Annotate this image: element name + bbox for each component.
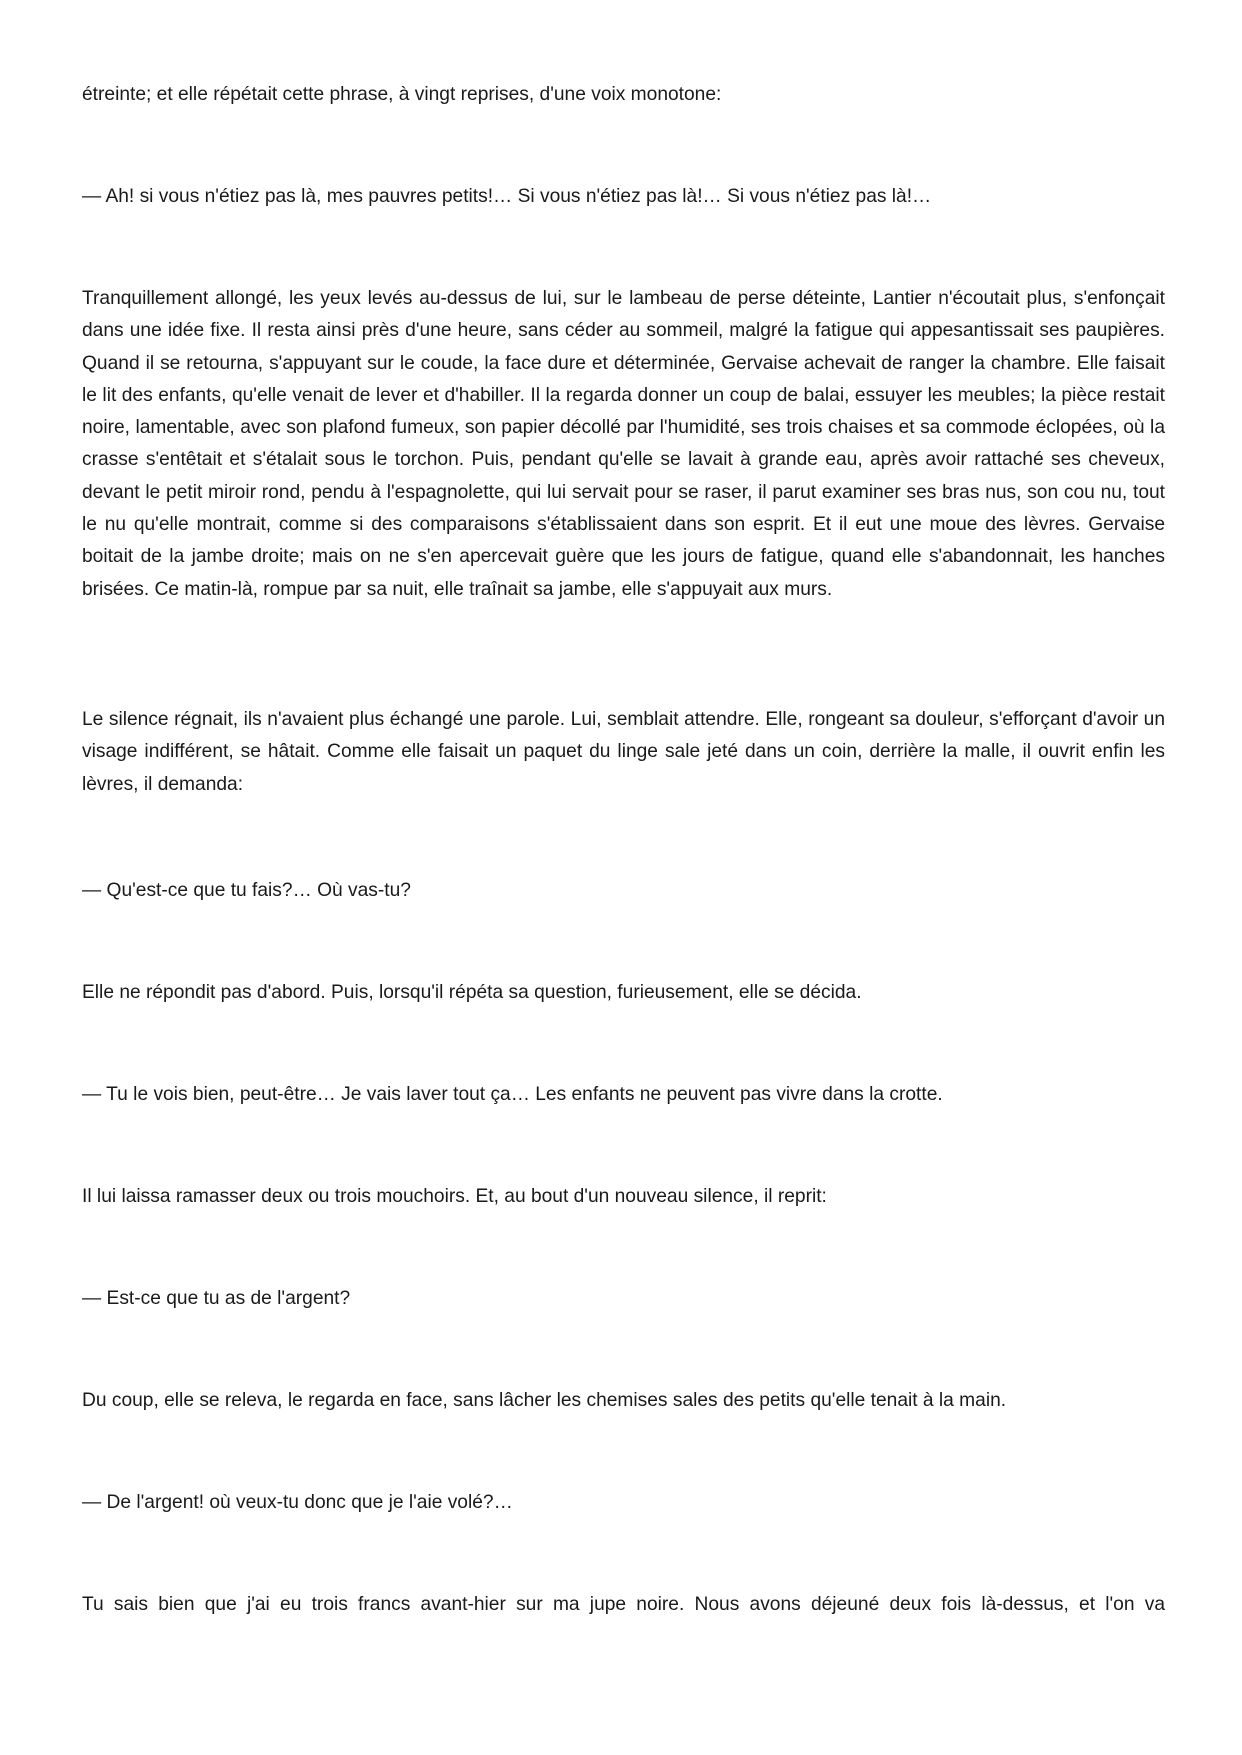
paragraph-9: — Est-ce que tu as de l'argent? bbox=[82, 1288, 351, 1309]
paragraph-7: — Tu le vois bien, peut-être… Je vais laver tout ça… Les enfants ne peuvent pas vivre dans la crotte. bbox=[82, 1084, 943, 1105]
paragraph-11: — De l'argent! où veux-tu donc que je l'aie volé?… bbox=[82, 1492, 513, 1513]
paragraph-2: — Ah! si vous n'étiez pas là, mes pauvres petits!… Si vous n'étiez pas là!… Si vous n'étiez pas là!… bbox=[82, 186, 932, 207]
paragraph-4: Le silence régnait, ils n'avaient plus échangé une parole. Lui, semblait attendre. Elle, rongeant sa douleur, s'efforçant d'avoir un visage indifférent, se hâtait. Comme elle faisait un paquet du linge sale jeté dans un coin, derrière la malle, il ouvrit enfin les lèvres, il demanda: bbox=[82, 709, 1165, 795]
paragraph-6: Elle ne répondit pas d'abord. Puis, lorsqu'il répéta sa question, furieusement, elle se décida. bbox=[82, 982, 862, 1003]
paragraph-8: Il lui laissa ramasser deux ou trois mouchoirs. Et, au bout d'un nouveau silence, il reprit: bbox=[82, 1186, 827, 1207]
paragraph-5: — Qu'est-ce que tu fais?… Où vas-tu? bbox=[82, 880, 411, 901]
paragraph-10: Du coup, elle se releva, le regarda en face, sans lâcher les chemises sales des petits qu'elle tenait à la main. bbox=[82, 1390, 1007, 1411]
paragraph-1: étreinte; et elle répétait cette phrase, à vingt reprises, d'une voix monotone: bbox=[82, 84, 722, 105]
paragraph-12: Tu sais bien que j'ai eu trois francs avant-hier sur ma jupe noire. Nous avons déjeuné deux fois là-dessus, et l'on va bbox=[82, 1594, 1165, 1615]
paragraph-3: Tranquillement allongé, les yeux levés au-dessus de lui, sur le lambeau de perse déteinte, Lantier n'écoutait plus, s'enfonçait dans une idée fixe. Il resta ainsi près d'une heure, sans céder au sommeil, malgré la fatigue qui appesantissait ses paupières. Quand il se retourna, s'appuyant sur le coude, la face dure et déterminée, Gervaise achevait de ranger la chambre. Elle faisait le lit des enfants, qu'elle venait de lever et d'habiller. Il la regarda donner un coup de balai, essuyer les meubles; la pièce restait noire, lamentable, avec son plafond fumeux, son papier décollé par l'humidité, ses trois chaises et sa commode éclopées, où la crasse s'entêtait et s'étalait sous le torchon. Puis, pendant qu'elle se lavait à grande eau, après avoir rattaché ses cheveux, devant le petit miroir rond, pendu à l'espagnolette, qui lui servait pour se raser, il parut examiner ses bras nus, son cou nu, tout le nu qu'elle montrait, comme si des comparaisons s'établissaient dans son esprit. Et il eut une moue des lèvres. Gervaise boitait de la jambe droite; mais on ne s'en apercevait guère que les jours de fatigue, quand elle s'abandonnait, les hanches brisées. Ce matin-là, rompue par sa nuit, elle traînait sa jambe, elle s'appuyait aux murs. bbox=[82, 288, 1165, 600]
